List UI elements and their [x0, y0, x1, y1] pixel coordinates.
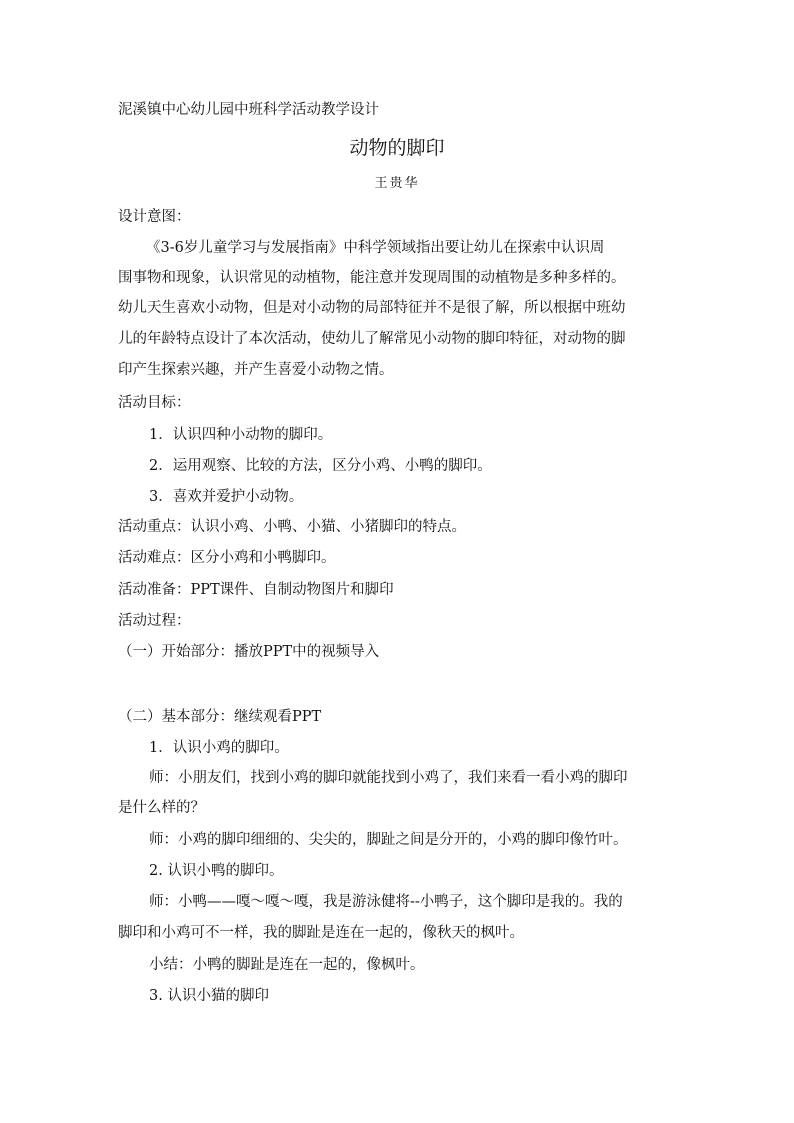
paragraph-line: 师：小鸭——嘎～嘎～嘎，我是游泳健将--小鸭子，这个脚印是我的。我的	[149, 894, 623, 910]
step-three: 3. 认识小猫的脚印	[149, 988, 269, 1004]
paragraph-line: 脚印和小鸡可不一样，我的脚趾是连在一起的，像秋天的枫叶。	[118, 925, 524, 941]
intent-line: 《3-6岁儿童学习与发展指南》中科学领域指出要让幼儿在探索中认识周	[146, 240, 605, 256]
preparation: 活动准备：PPT课件、自制动物图片和脚印	[118, 582, 394, 598]
step-two: 2. 认识小鸭的脚印。	[149, 863, 284, 879]
part-one: （一）开始部分：播放PPT中的视频导入	[118, 644, 380, 660]
goal-item: 1．认识四种小动物的脚印。	[149, 427, 333, 443]
intent-line: 儿的年龄特点设计了本次活动，使幼儿了解常见小动物的脚印特征，对动物的脚	[118, 331, 626, 347]
paragraph-line: 师：小鸡的脚印细细的、尖尖的，脚趾之间是分开的，小鸡的脚印像竹叶。	[149, 832, 628, 848]
intent-line: 幼儿天生喜欢小动物，但是对小动物的局部特征并不是很了解，所以根据中班幼	[118, 300, 626, 316]
goals-heading: 活动目标：	[118, 395, 191, 411]
intent-line: 围事物和现象，认识常见的动植物，能注意并发现周围的动植物是多种多样的。	[118, 270, 626, 286]
step-one: 1．认识小鸡的脚印。	[149, 740, 289, 756]
part-two: （二）基本部分：继续观看PPT	[118, 709, 322, 725]
school-line: 泥溪镇中心幼儿园中班科学活动教学设计	[118, 102, 379, 118]
step-two-summary: 小结：小鸭的脚趾是连在一起的，像枫叶。	[149, 957, 425, 973]
intent-heading: 设计意图：	[118, 209, 191, 225]
key-point: 活动重点：认识小鸡、小鸭、小猫、小猪脚印的特点。	[118, 519, 466, 535]
intent-line: 印产生探索兴趣，并产生喜爱小动物之情。	[118, 362, 394, 378]
author-name: 王贵华	[374, 176, 420, 191]
process-heading: 活动过程：	[118, 613, 191, 629]
goal-item: 3．喜欢并爱护小动物。	[149, 489, 304, 505]
paragraph-line: 师：小朋友们，找到小鸡的脚印就能找到小鸡了，我们来看一看小鸡的脚印	[149, 770, 628, 786]
paragraph-line: 是什么样的？	[118, 800, 205, 816]
goal-item: 2．运用观察、比较的方法，区分小鸡、小鸭的脚印。	[149, 458, 492, 474]
document-title: 动物的脚印	[349, 137, 445, 159]
difficulty: 活动难点：区分小鸡和小鸭脚印。	[118, 550, 336, 566]
